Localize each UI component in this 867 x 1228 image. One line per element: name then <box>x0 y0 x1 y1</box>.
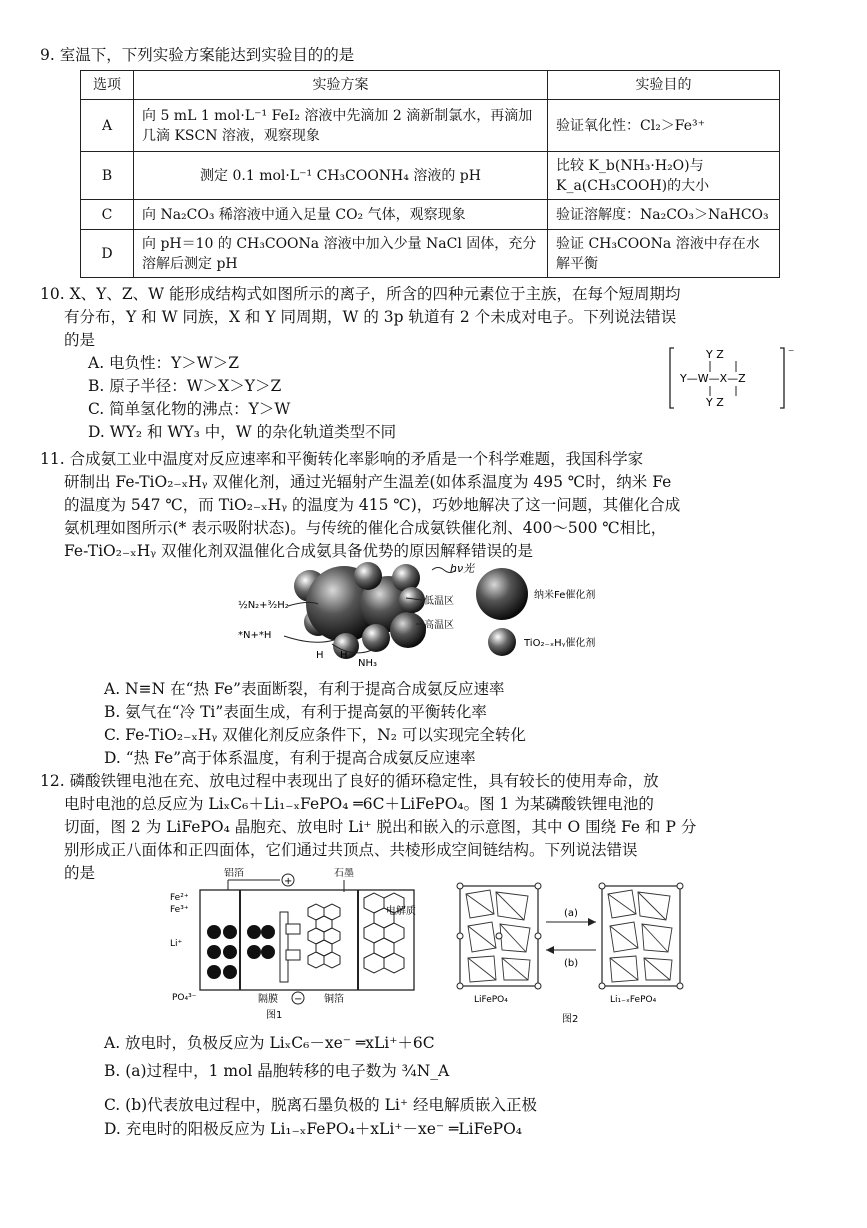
q11-option-c: C. Fe-TiO₂₋ₓHᵧ 双催化剂反应条件下，N₂ 可以实现完全转化 <box>104 726 526 744</box>
q10-stem-line1: 10. X、Y、Z、W 能形成结构式如图所示的离子，所含的四种元素位于主族，在每个短周期均 <box>40 285 681 303</box>
q11-option-d: D. “热 Fe”高于体系温度，有利于提高合成氨反应速率 <box>104 749 476 767</box>
ti-catalyst-legend: TiO₂₋ₓHᵧ催化剂 <box>524 638 596 649</box>
table-row <box>81 152 780 200</box>
q11-stem-line4: 氨机理如图所示(* 表示吸附状态)。与传统的催化合成氨铁催化剂、400～500 ℃相比， <box>64 519 667 537</box>
separator-label: 隔膜 <box>258 994 278 1005</box>
q12-option-b: B. (a)过程中，1 mol 晶胞转移的电子数为 ¾N_A <box>104 1062 450 1080</box>
row-plan: 测定 0.1 mol·L⁻¹ CH₃COONH₄ 溶液的 pH <box>134 152 548 200</box>
copper-foil-label: 铜箔 <box>324 994 344 1005</box>
q10-stem-line2: 有分布，Y 和 W 同族，X 和 Y 同周期，W 的 3p 轨道有 2 个未成对电子。下列说法错误 <box>64 308 677 326</box>
row-plan: 向 5 mL 1 mol·L⁻¹ FeI₂ 溶液中先滴加 2 滴新制氯水，再滴加几滴 KSCN 溶液，观察现象 <box>134 100 548 152</box>
process-b-label: (b) <box>564 958 579 969</box>
struct-bottom-row: Y Z <box>706 396 724 409</box>
hydrogen-label-2: H <box>340 650 348 661</box>
figure2-caption: 图2 <box>562 1014 579 1025</box>
reactant-label: ½N₂+³⁄₂H₂ <box>238 600 289 611</box>
figure1-caption: 图1 <box>266 1010 283 1021</box>
table-row <box>81 230 780 278</box>
lifepo4-label: LiFePO₄ <box>474 995 508 1005</box>
q12-option-a: A. 放电时，负极反应为 LiₓC₆－xe⁻ ═xLi⁺＋6C <box>104 1034 435 1052</box>
light-label: hν光 <box>450 562 475 575</box>
header-plan: 实验方案 <box>134 71 548 100</box>
delithiated-label: Li₁₋ₓFePO₄ <box>610 995 657 1005</box>
row-goal: 验证 CH₃COONa 溶液中存在水解平衡 <box>548 230 780 278</box>
row-goal: 验证溶解度：Na₂CO₃＞NaHCO₃ <box>548 200 780 230</box>
battery-cross-section-figure <box>168 868 438 1026</box>
row-plan: 向 Na₂CO₃ 稀溶液中通入足量 CO₂ 气体，观察现象 <box>134 200 548 230</box>
hydrogen-label-1: H <box>316 650 324 661</box>
struct-top-row: Y Z <box>706 348 724 361</box>
row-option: C <box>81 200 134 230</box>
q12-stem-line5: 的是 <box>64 864 96 882</box>
q12-stem-line2: 电时电池的总反应为 LiₓC₆＋Li₁₋ₓFePO₄ ═6C＋LiFePO₄。图 1 为某磷酸铁锂电池的 <box>64 795 654 813</box>
phosphate-label: PO₄³⁻ <box>172 993 197 1003</box>
q11-stem-line5: Fe-TiO₂₋ₓHᵧ 双催化剂双温催化合成氨具备优势的原因解释错误的是 <box>64 542 534 560</box>
row-option: A <box>81 100 134 152</box>
row-option: B <box>81 152 134 200</box>
q12-stem-line3: 切面，图 2 为 LiFePO₄ 晶胞充、放电时 Li⁺ 脱出和嵌入的示意图，其中 O 围绕 Fe 和 P 分 <box>64 818 697 836</box>
graphite-label: 石墨 <box>334 868 354 879</box>
aluminum-foil-label: 铝箔 <box>224 868 244 879</box>
row-goal: 比较 K_b(NH₃·H₂O)与 K_a(CH₃COOH)的大小 <box>548 152 780 200</box>
table-row <box>81 200 780 230</box>
fe2-label: Fe²⁺ <box>170 893 189 903</box>
q10-option-c: C. 简单氢化物的沸点：Y＞W <box>88 400 291 418</box>
process-a-label: (a) <box>564 908 578 919</box>
row-option: D <box>81 230 134 278</box>
q9-table <box>80 70 780 278</box>
q12-stem-line1: 12. 磷酸铁锂电池在充、放电过程中表现出了良好的循环稳定性，具有较长的使用寿命，放 <box>40 772 659 790</box>
negative-terminal: − <box>294 994 303 1005</box>
crystal-cell-figure <box>450 876 710 1026</box>
q12-option-d: D. 充电时的阳极反应为 Li₁₋ₓFePO₄＋xLi⁺－xe⁻ ═LiFePO₄ <box>104 1120 523 1138</box>
fe3-label: Fe³⁺ <box>170 905 189 915</box>
fe-catalyst-legend: 纳米Fe催化剂 <box>534 590 596 601</box>
q11-option-b: B. 氨气在“冷 Ti”表面生成，有利于提高氨的平衡转化率 <box>104 703 487 721</box>
q11-stem-line1: 11. 合成氨工业中温度对反应速率和平衡转化率影响的矛盾是一个科学难题，我国科学家 <box>40 450 644 468</box>
row-plan: 向 pH＝10 的 CH₃COONa 溶液中加入少量 NaCl 固体，充分溶解后测定 pH <box>134 230 548 278</box>
row-goal: 验证氧化性：Cl₂＞Fe³⁺ <box>548 100 780 152</box>
struct-mid-row: Y—W—X—Z <box>680 372 746 385</box>
adsorbed-species-label: *N+*H <box>238 630 272 641</box>
ion-charge: ⁻ <box>788 345 795 359</box>
q11-stem-line3: 的温度为 547 ℃，而 TiO₂₋ₓHᵧ 的温度为 415 ℃)，巧妙地解决了这一问题，其催化合成 <box>64 496 681 514</box>
q10-option-b: B. 原子半径：W＞X＞Y＞Z <box>88 377 282 395</box>
header-option: 选项 <box>81 71 134 100</box>
q11-option-a: A. N≡N 在“热 Fe”表面断裂，有利于提高合成氨反应速率 <box>104 680 505 698</box>
ammonia-label: NH₃ <box>358 658 378 669</box>
q9-stem: 9. 室温下，下列实验方案能达到实验目的的是 <box>40 46 355 64</box>
q12-option-c: C. (b)代表放电过程中，脱离石墨负极的 Li⁺ 经电解质嵌入正极 <box>104 1096 537 1114</box>
table-row <box>81 100 780 152</box>
q10-stem-line3: 的是 <box>64 331 96 349</box>
high-temp-zone-label: 高温区 <box>424 620 454 631</box>
q10-option-a: A. 电负性：Y＞W＞Z <box>88 354 239 372</box>
table-header-row <box>81 71 780 100</box>
low-temp-zone-label: 低温区 <box>424 596 454 607</box>
q12-stem-line4: 别形成正八面体和正四面体，它们通过共顶点、共棱形成空间链结构。下列说法错误 <box>64 841 638 859</box>
catalysis-mechanism-figure <box>236 560 626 672</box>
li-ion-label: Li⁺ <box>170 939 183 949</box>
ion-structure-figure <box>668 344 798 412</box>
q11-stem-line2: 研制出 Fe-TiO₂₋ₓHᵧ 双催化剂，通过光辐射产生温差(如体系温度为 495 ℃时，纳米 Fe <box>64 473 672 491</box>
electrolyte-label: 电解质 <box>386 906 416 917</box>
q10-option-d: D. WY₂ 和 WY₃ 中，W 的杂化轨道类型不同 <box>88 423 397 441</box>
positive-terminal: + <box>284 876 293 887</box>
header-goal: 实验目的 <box>548 71 780 100</box>
